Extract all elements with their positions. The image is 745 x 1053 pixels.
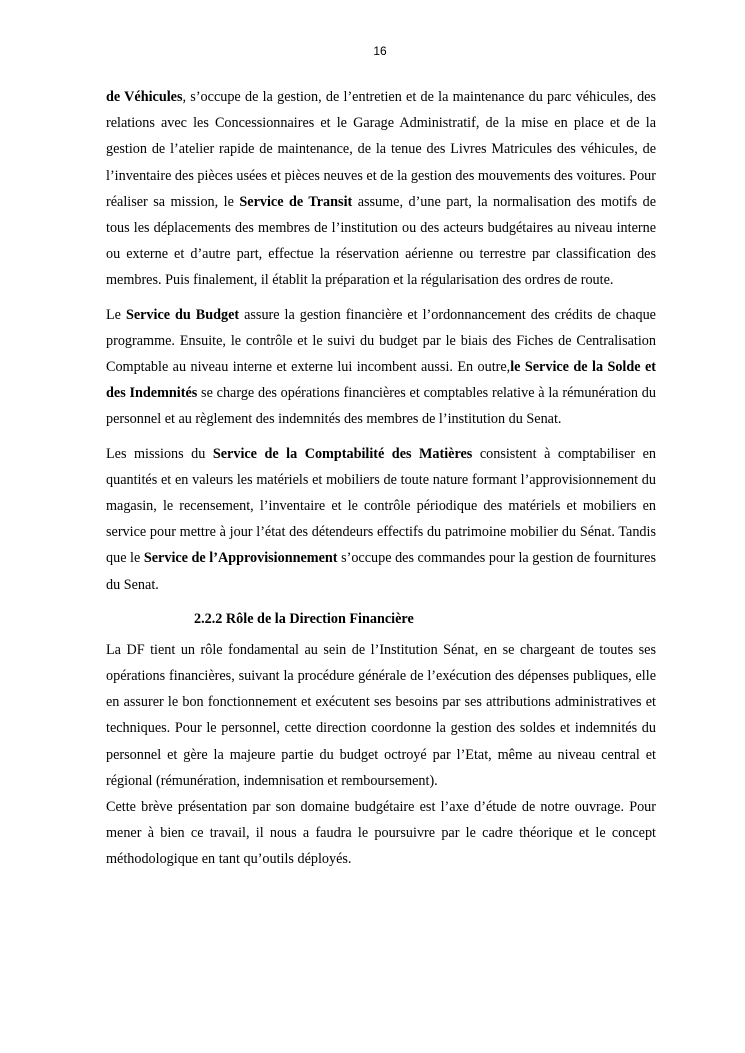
page-number: 16 xyxy=(373,44,387,58)
paragraph-conclusion: Cette brève présentation par son domaine budgétaire est l’axe d’étude de notre ouvrage. Pour mener à bien ce travail, il nous a faudra le poursuivre par le cadre théorique et le concept méthodologique en tant qu’outils déployés. xyxy=(106,799,656,868)
paragraph-text: s’occupe des commandes pour la gestion de fournitures du Senat. xyxy=(106,550,657,593)
paragraph-text: assure la gestion financière et l’ordonnancement des crédits de chaque programme. Ensuite, le contrôle et le suivi du budget par le biais des Fiches de Centralisation Comptable au niveau interne et externe lui incombent aussi. En outre, xyxy=(106,306,656,376)
paragraph-text: , s’occupe de la gestion, de l’entretien et de la maintenance du parc véhicules, des relations avec les Concessionnaires et le Garage Administratif, de la mise en place et de la gestion de l’atelier rapide de maintenance, de la tenue des Livres Matricules des véhicules, de l’inventaire des pièces usées et pièces neuves et de la gestion des mouvements des voitures. Pour réaliser sa mission, le xyxy=(106,89,657,210)
paragraph-text: Les missions du xyxy=(106,445,213,462)
term-service-solde: le Service de la Solde et des Indemnités xyxy=(106,359,656,402)
paragraph-comptabilite xyxy=(106,441,656,598)
term-service-budget: Service du Budget xyxy=(125,306,240,323)
term-service-approvisionnement: Service de l’Approvisionnement xyxy=(143,550,338,567)
section-heading: 2.2.2 Rôle de la Direction Financière xyxy=(194,610,414,627)
term-vehicules: de Véhicules xyxy=(106,89,183,105)
paragraph-role-df: La DF tient un rôle fondamental au sein de l’Institution Sénat, en se chargeant de toutes ses opérations financières, suivant la procédure générale de l’exécution des dépenses publiques, elle en assurer le bon fonctionnement et exécutent ses besoins par ses attributions administratives et techniques. Pour le personnel, cette direction coordonne la gestion des soldes et indemnités du personnel et gère la majeure partie du budget octroyé par l’Etat, même au niveau central et régional (rémunération, indemnisation et remboursement). xyxy=(106,641,656,789)
paragraph-text: assume, d’une part, la normalisation des motifs de tous les déplacements des membres de l’institution ou des acteurs budgétaires au niveau interne ou externe et d’autre part, effectue la réservation aérienne ou terrestre par classification des membres. Puis finalement, il établit la préparation et la régularisation des ordres de route. xyxy=(106,193,656,289)
paragraph-text: consistent à comptabiliser en quantités et en valeurs les matériels et mobiliers de toute nature formant l’approvisionnement du magasin, le recensement, l’inventaire et le contrôle périodique des matériels et mobiliers en service pour mettre à jour l’état des détendeurs effectifs du patrimoine mobilier du Sénat. Tandis que le xyxy=(106,445,657,567)
paragraph-text: se charge des opérations financières et comptables relative à la rémunération du personnel et au règlement des indemnités des membres de l’institution du Senat. xyxy=(106,385,656,428)
paragraph-budget xyxy=(106,302,656,433)
page-content xyxy=(106,84,656,873)
paragraph-vehicules xyxy=(106,84,656,294)
paragraph-text: Le xyxy=(106,306,126,323)
term-service-comptabilite: Service de la Comptabilité des Matières xyxy=(212,445,473,462)
term-service-transit: Service de Transit xyxy=(239,193,353,210)
